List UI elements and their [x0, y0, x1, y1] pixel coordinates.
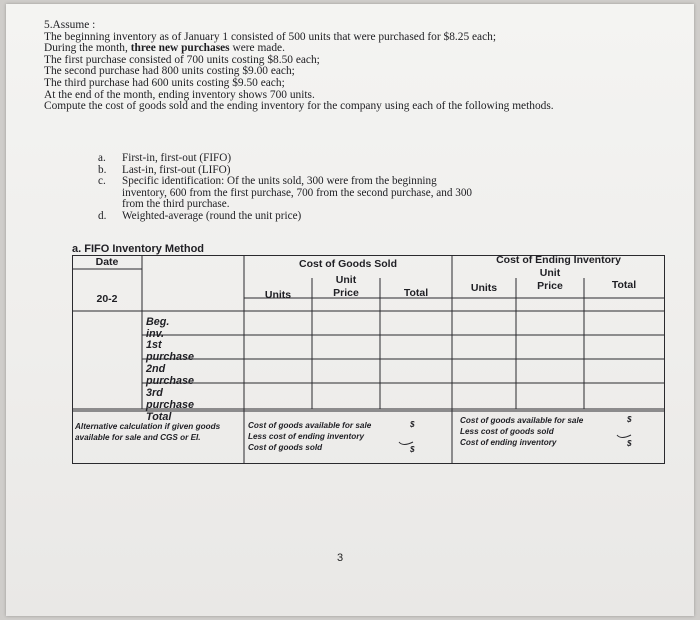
problem-line: During the month, three new purchases were made. [44, 42, 285, 55]
problem-line: Compute the cost of goods sold and the ending inventory for the company using each of the following methods. [44, 100, 554, 113]
ending-calc-line: Less cost of goods sold [460, 427, 554, 436]
row-label-total: Total [146, 411, 172, 423]
problem-line: The first purchase consisted of 700 units costing $8.50 each; [44, 53, 320, 66]
cogs-header: Cost of Goods Sold [299, 258, 397, 270]
ending-unit-label: Unit [539, 267, 561, 279]
method-item: d. Weighted-average (round the unit price) [98, 209, 302, 222]
cogs-calc-line: Cost of goods sold [248, 443, 323, 452]
cogs-units-header: Units [264, 289, 292, 301]
row-label-2nd-purchase: 2nd purchase [146, 363, 195, 387]
ending-units-header: Units [470, 282, 498, 294]
cogs-unit-label: Unit [335, 274, 357, 286]
dollar-sign: $ [410, 445, 415, 454]
cogs-calc-block [248, 420, 398, 453]
cogs-total-header: Total [403, 287, 429, 299]
method-item: c. Specific identification: Of the units sold, 300 were from the beginning inventory, 600 from the first purchase, 700 from the second purchase, and 300 from the third purchase. [98, 175, 473, 211]
ending-calc-block [460, 415, 610, 448]
dollar-sign: $ [410, 420, 415, 429]
methods-list [98, 153, 518, 223]
row-label-3rd-purchase: 3rd purchase [146, 387, 195, 411]
row-label-1st-purchase: 1st purchase [146, 339, 195, 363]
method-item: b. Last-in, first-out (LIFO) [98, 163, 231, 176]
table-title: a. FIFO Inventory Method [72, 243, 205, 255]
dollar-sign: $ [627, 439, 632, 448]
problem-statement [44, 20, 684, 113]
bold-phrase: three new purchases [130, 42, 230, 55]
problem-line: The second purchase had 800 units costing $9.00 each; [44, 65, 295, 78]
date-header: Date [95, 256, 119, 268]
cogs-price-header: Price [333, 287, 359, 299]
method-item: a. First-in, first-out (FIFO) [98, 152, 232, 164]
year-label: 20-2 [96, 293, 118, 305]
problem-heading: 5.Assume : [44, 19, 96, 31]
problem-line: At the end of the month, ending inventory shows 700 units. [44, 88, 315, 101]
worksheet-page [6, 4, 694, 616]
ending-calc-line: Cost of goods available for sale [460, 416, 584, 425]
row-label-beg-inv: Beg. inv. [146, 316, 170, 340]
cogs-calc-line: Cost of goods available for sale [248, 421, 372, 430]
problem-line: The third purchase had 600 units costing $9.50 each; [44, 76, 285, 89]
page-number: 3 [337, 552, 344, 564]
ending-price-header: Price [537, 280, 563, 292]
problem-line: The beginning inventory as of January 1 consisted of 500 units that were purchased for $8.25 each; [44, 30, 497, 43]
alt-calc-label: Alternative calculation if given goods available for sale and CGS or EI. [75, 422, 221, 442]
ending-header: Cost of Ending Inventory [496, 254, 621, 266]
ending-calc-line: Cost of ending inventory [460, 438, 557, 447]
dollar-sign: $ [627, 415, 632, 424]
ending-total-header: Total [611, 279, 637, 291]
cogs-calc-line: Less cost of ending inventory [248, 432, 365, 441]
